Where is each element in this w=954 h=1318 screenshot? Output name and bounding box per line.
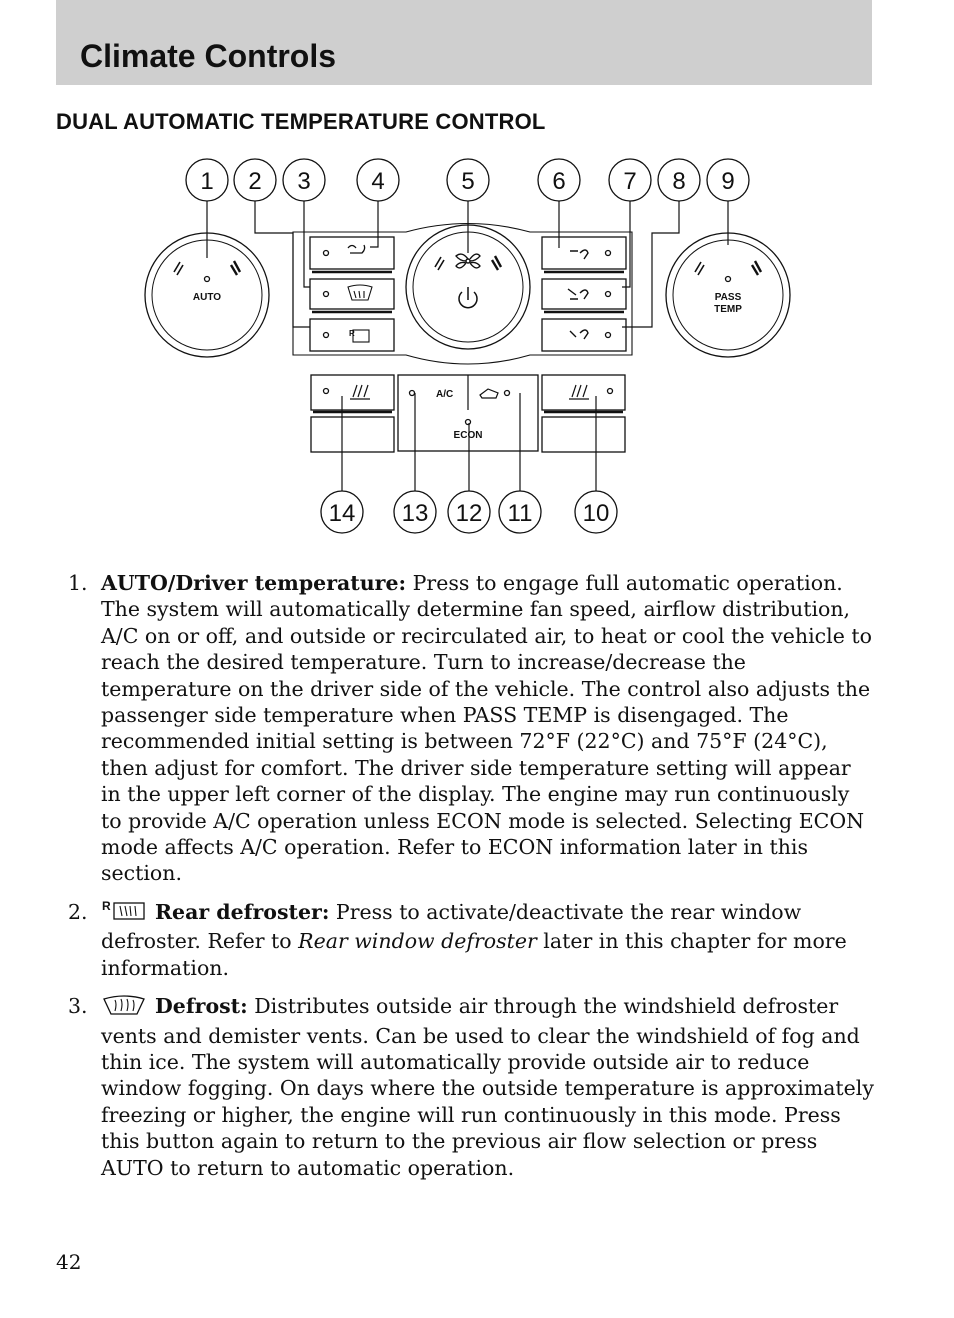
callout-6: 6 [552, 168, 566, 195]
item-text-italic: Rear window defroster [298, 929, 537, 954]
leader-lines [207, 198, 728, 493]
callout-11: 11 [507, 500, 533, 527]
recirculation-icon [480, 389, 498, 398]
body-text [68, 570, 876, 1193]
callout-7: 7 [623, 168, 637, 195]
callout-12: 12 [455, 500, 483, 527]
item-label: AUTO/Driver temperature: [101, 571, 407, 595]
pass-temp-knob [666, 233, 790, 357]
right-buttons [542, 237, 626, 351]
list-item [68, 899, 876, 981]
auto-label: AUTO [192, 292, 222, 303]
defrost-icon [101, 994, 147, 1022]
item-number: 3. [68, 994, 88, 1019]
page-number: 42 [56, 1250, 82, 1274]
floor-vent-icon [570, 330, 588, 339]
callout-1: 1 [200, 168, 214, 195]
driver-heated-seat-icon [350, 385, 370, 399]
callout-13: 13 [401, 500, 429, 527]
callout-8: 8 [672, 168, 686, 195]
item-label: Rear defroster: [155, 899, 330, 924]
callout-5: 5 [461, 168, 475, 195]
panel-floor-icon [568, 289, 588, 299]
windshield-feet-icon [348, 245, 365, 253]
econ-label: ECON [453, 430, 483, 441]
left-buttons [310, 237, 394, 351]
callout-4: 4 [371, 168, 385, 195]
passenger-heated-seat-icon [569, 385, 589, 399]
callout-3: 3 [297, 168, 311, 195]
item-text: Press to engage full automatic operation. The system will automatically determine fan speed, airflow distribution, A/C on or off, and outside or recirculated air, to heat or cool the vehicle to reach the desired temperature. Turn to increase/decrease the temperature on the driver side of the vehicle. The control also adjusts the passenger side temperature when PASS TEMP is disengaged. The recommended initial setting is between 72°F (22°C) and 75°F (24°C), then adjust for comfort. The driver side temperature setting will appear in the upper left corner of the display. The engine may run continuously to provide A/C operation unless ECON mode is selected. Selecting ECON mode affects A/C operation. Refer to ECON information later in this section. [101, 571, 872, 886]
callout-9: 9 [721, 168, 735, 195]
item-text: later in this chapter for more information. [101, 929, 847, 980]
rear-defrost-button-icon [353, 330, 369, 342]
defrost-button-icon [348, 285, 372, 300]
callout-10: 10 [582, 500, 610, 527]
page-title: Climate Controls [80, 38, 337, 74]
pass-label: PASS [714, 292, 742, 303]
rear-r-glyph: R [102, 899, 111, 913]
list-item [68, 570, 876, 887]
callout-14: 14 [328, 500, 356, 527]
item-number: 1. [68, 571, 88, 595]
callout-2: 2 [248, 168, 262, 195]
item-text: Distributes outside air through the windshield defroster vents and demister vents. Can be used to clear the windshield of fog and thin ice. The system will automatically provide outside air to reduce window fogging. On days where the outside temperature is approximately freezing or higher, the engine will run continuously in this mode. Press this button again to return to the previous air flow selection or press AUTO to return to automatic operation. [101, 994, 874, 1180]
power-icon [459, 287, 477, 308]
ac-label: A/C [436, 389, 454, 400]
item-number: 2. [68, 899, 88, 924]
fan-icon [456, 254, 480, 268]
item-label: Defrost: [155, 994, 248, 1019]
rear-r-label: R [349, 329, 355, 338]
center-housing [293, 224, 632, 365]
list-item [68, 993, 876, 1181]
section-heading: DUAL AUTOMATIC TEMPERATURE CONTROL [56, 109, 546, 134]
header-band [56, 0, 872, 85]
rear-defrost-icon [101, 900, 147, 928]
climate-control-diagram [140, 155, 800, 545]
temp-label: TEMP [714, 304, 742, 315]
panel-vent-icon [570, 250, 588, 259]
item-text: Press to activate/deactivate the rear window defroster. Refer to [101, 899, 802, 954]
lower-buttons [311, 375, 625, 452]
